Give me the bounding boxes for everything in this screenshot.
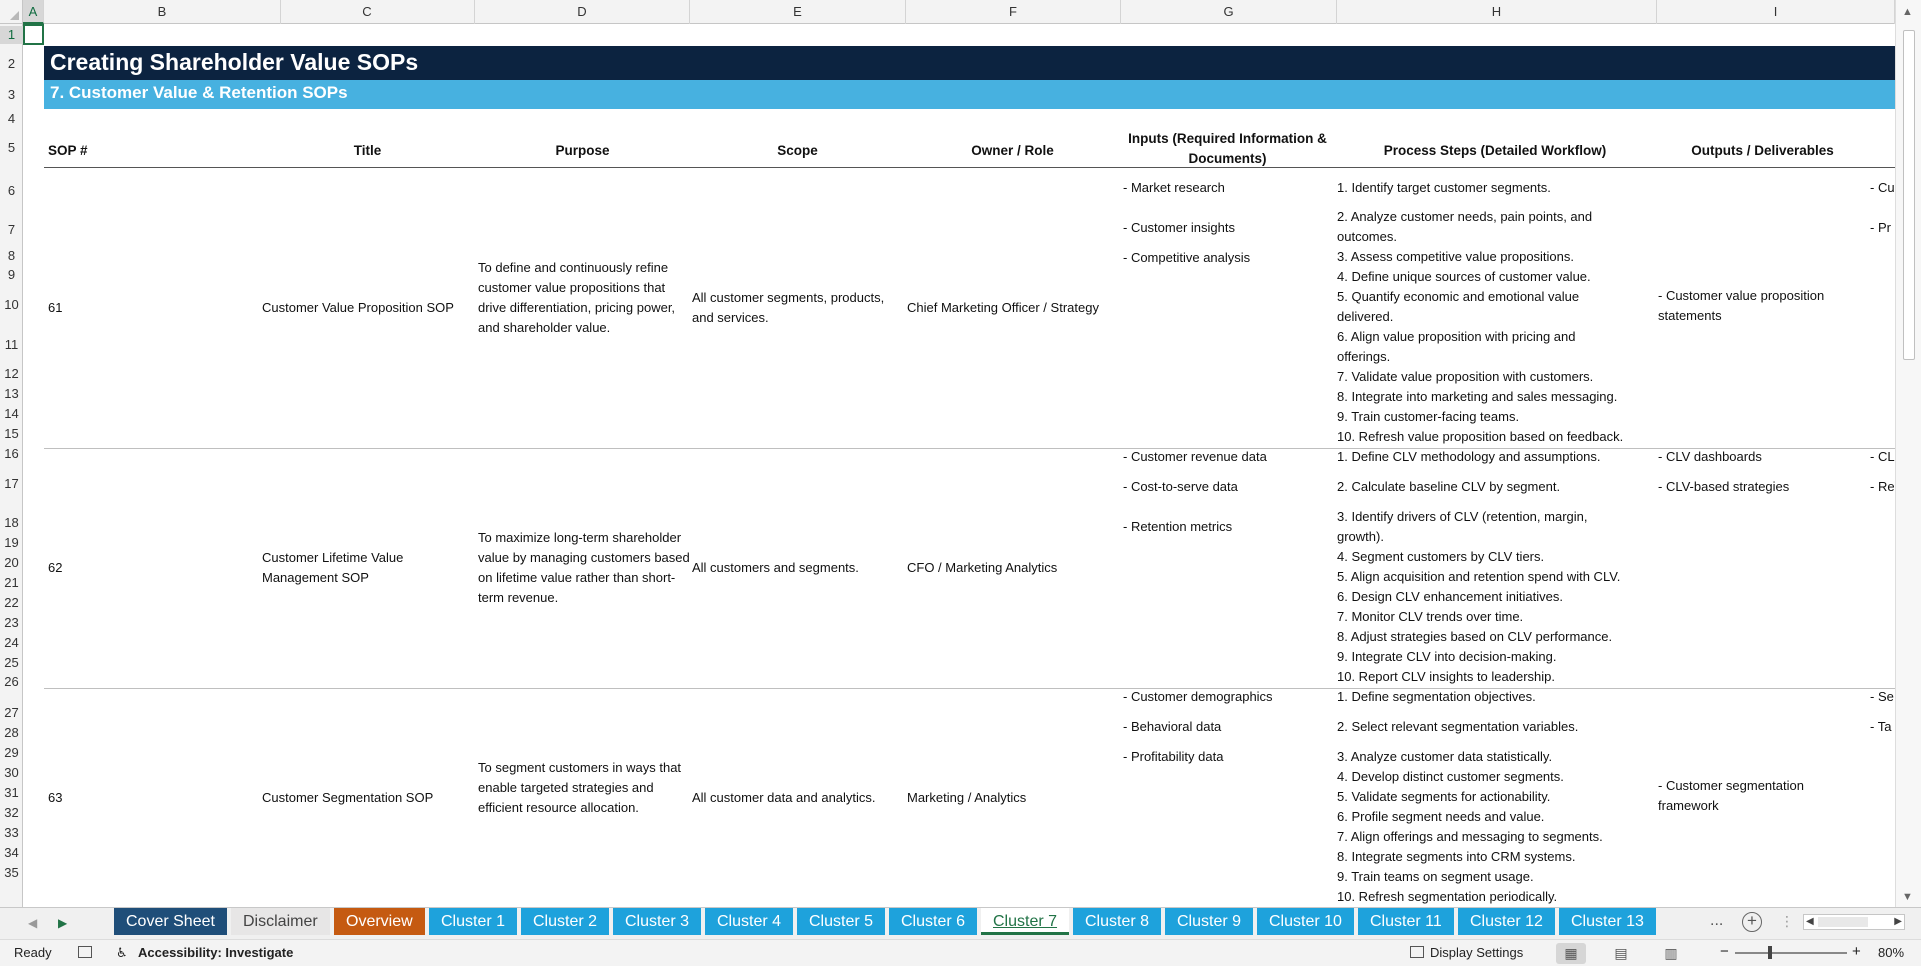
row-header-5[interactable]: 5 — [7, 140, 16, 155]
tab-cluster-11[interactable]: Cluster 11 — [1358, 908, 1454, 935]
vertical-scrollbar[interactable] — [1895, 0, 1921, 907]
sop-input: - Profitability data — [1123, 749, 1224, 764]
sop-output: - Customer segmentation — [1658, 778, 1804, 793]
sop-step: 1. Define CLV methodology and assumptions. — [1337, 449, 1601, 464]
tab-cluster-3[interactable]: Cluster 3 — [613, 908, 701, 935]
sop-step: 2. Select relevant segmentation variables. — [1337, 719, 1579, 734]
sop-owner: Marketing / Analytics — [907, 790, 1027, 805]
row-header-35[interactable]: 35 — [4, 865, 19, 880]
scroll-up-icon[interactable]: ▲ — [1902, 6, 1913, 18]
sop-step: 10. Report CLV insights to leadership. — [1337, 669, 1555, 684]
sop-purpose: To maximize long-term shareholder value by managing customers based on lifetime value rather than short-term revenue. — [478, 530, 690, 605]
tab-cluster-9[interactable]: Cluster 9 — [1165, 908, 1253, 935]
tab-disclaimer[interactable]: Disclaimer — [231, 908, 330, 935]
sop-step: 8. Integrate into marketing and sales messaging. — [1337, 389, 1618, 404]
column-header-g[interactable]: G — [1121, 0, 1337, 24]
column-header-b[interactable]: B — [44, 0, 281, 24]
row-header-20[interactable]: 20 — [4, 555, 19, 570]
sop-step: 5. Validate segments for actionability. — [1337, 789, 1551, 804]
row-header-28[interactable]: 28 — [4, 725, 19, 740]
row-header-7[interactable]: 7 — [7, 222, 16, 237]
macro-icon[interactable] — [78, 945, 92, 960]
sop-step: 2. Analyze customer needs, pain points, and — [1337, 209, 1593, 224]
row-header-8[interactable]: 8 — [7, 248, 16, 263]
tab-cluster-8[interactable]: Cluster 8 — [1073, 908, 1161, 935]
sop-purpose: To define and continuously refine customer value propositions that drive differentiation, pricing power, and shareholder value. — [478, 260, 676, 335]
display-settings-button[interactable]: Display Settings — [1430, 945, 1524, 960]
zoom-slider[interactable] — [1735, 952, 1847, 954]
row-header-15[interactable]: 15 — [4, 426, 19, 441]
row-header-13[interactable]: 13 — [4, 386, 19, 401]
sop-input: - Cost-to-serve data — [1123, 479, 1238, 494]
row-header-11[interactable]: 11 — [4, 337, 19, 352]
sop-step: 4. Segment customers by CLV tiers. — [1337, 549, 1545, 564]
sop-next-column-fragment: - Re — [1870, 479, 1895, 494]
column-header-e[interactable]: E — [690, 0, 906, 24]
sop-step: 7. Monitor CLV trends over time. — [1337, 609, 1524, 624]
section-title: 7. Customer Value & Retention SOPs — [50, 83, 348, 102]
column-header-c[interactable]: C — [260, 0, 475, 24]
sop-step: 9. Integrate CLV into decision-making. — [1337, 649, 1557, 664]
sop-output: - CLV dashboards — [1658, 449, 1762, 464]
sop-step: growth). — [1337, 529, 1384, 544]
row-divider-2 — [44, 688, 1895, 689]
sop-title: Customer Segmentation SOP — [262, 790, 434, 805]
sop-input: - Customer demographics — [1123, 689, 1273, 704]
header-purpose: Purpose — [555, 143, 610, 158]
sop-step: 3. Assess competitive value propositions. — [1337, 249, 1575, 264]
sop-step: offerings. — [1337, 349, 1391, 364]
tab-cluster-4[interactable]: Cluster 4 — [705, 908, 793, 935]
accessibility-icon[interactable]: ♿ — [116, 945, 128, 960]
sop-step: 3. Analyze customer data statistically. — [1337, 749, 1553, 764]
scroll-right-icon[interactable]: ▶ — [1894, 916, 1902, 927]
column-header-bar[interactable] — [23, 0, 1895, 24]
row-header-18[interactable]: 18 — [4, 515, 19, 530]
sop-step: 2. Calculate baseline CLV by segment. — [1337, 479, 1561, 494]
tab-cluster-13[interactable]: Cluster 13 — [1559, 908, 1656, 935]
sop-output: - CLV-based strategies — [1658, 479, 1790, 494]
sop-output: - Customer value proposition — [1658, 288, 1825, 303]
row-header-4[interactable]: 4 — [7, 111, 16, 126]
normal-view-icon[interactable]: ▦ — [1556, 943, 1586, 964]
sop-scope: All customer data and analytics. — [692, 790, 876, 805]
title-banner — [44, 46, 1895, 80]
sop-step: outcomes. — [1337, 229, 1397, 244]
sop-next-column-fragment: - CL — [1870, 449, 1895, 464]
sop-step: 6. Profile segment needs and value. — [1337, 809, 1545, 824]
tab-cluster-12[interactable]: Cluster 12 — [1458, 908, 1555, 935]
row-header-2[interactable]: 2 — [7, 56, 16, 71]
page-layout-icon[interactable]: ▤ — [1614, 945, 1628, 961]
display-settings-icon[interactable] — [1410, 945, 1424, 960]
sop-output: framework — [1658, 798, 1719, 813]
column-header-a[interactable]: A — [23, 0, 44, 24]
sop-output: statements — [1658, 308, 1722, 323]
sop-step: 3. Identify drivers of CLV (retention, margin, — [1337, 509, 1588, 524]
tab-overview[interactable]: Overview — [334, 908, 425, 935]
tab-cluster-2[interactable]: Cluster 2 — [521, 908, 609, 935]
sop-next-column-fragment: - Cu — [1870, 180, 1895, 195]
sop-title: Customer Lifetime Value — [262, 550, 404, 565]
sop-next-column-fragment: - Se — [1870, 689, 1894, 704]
zoom-level[interactable]: 80% — [1878, 945, 1905, 960]
sop-input: - Customer revenue data — [1123, 449, 1267, 464]
sop-title: Customer Value Proposition SOP — [262, 300, 454, 315]
sop-number: 62 — [48, 560, 63, 575]
tab-cluster-1[interactable]: Cluster 1 — [429, 908, 517, 935]
header-underline — [44, 167, 1895, 168]
sop-step: 10. Refresh value proposition based on feedback. — [1337, 429, 1624, 444]
zoom-out-button[interactable]: − — [1720, 943, 1729, 960]
sop-step: 6. Align value proposition with pricing and — [1337, 329, 1576, 344]
sop-step: 8. Integrate segments into CRM systems. — [1337, 849, 1576, 864]
tab-cluster-10[interactable]: Cluster 10 — [1257, 908, 1354, 935]
row-header-30[interactable]: 30 — [4, 765, 19, 780]
subtitle-banner — [44, 80, 1895, 109]
page-title: Creating Shareholder Value SOPs — [50, 49, 419, 75]
row-header-1[interactable]: 1 — [0, 26, 23, 44]
sheet-nav-prev-icon[interactable]: ◀ — [28, 916, 38, 930]
active-cell-a1[interactable] — [23, 24, 44, 45]
zoom-in-button[interactable]: + — [1852, 943, 1861, 960]
sop-step: 1. Identify target customer segments. — [1337, 180, 1551, 195]
row-header-33[interactable]: 33 — [4, 825, 19, 840]
header-sop-number: SOP # — [48, 143, 88, 158]
row-header-6[interactable]: 6 — [7, 183, 16, 198]
sop-owner: Chief Marketing Officer / Strategy — [907, 300, 1099, 315]
sop-input: - Competitive analysis — [1123, 250, 1251, 265]
sop-step: 7. Align offerings and messaging to segments. — [1337, 829, 1603, 844]
row-header-12[interactable]: 12 — [4, 366, 19, 381]
scroll-down-icon[interactable]: ▼ — [1902, 891, 1913, 903]
row-header-34[interactable]: 34 — [4, 845, 19, 860]
row-header-14[interactable]: 14 — [4, 406, 19, 421]
sop-step: 9. Train customer-facing teams. — [1337, 409, 1520, 424]
splitter-handle-icon[interactable]: ⋮ — [1780, 913, 1794, 929]
sop-step: 4. Define unique sources of customer value. — [1337, 269, 1591, 284]
row-header-17[interactable]: 17 — [4, 476, 19, 491]
sop-step: 5. Align acquisition and retention spend with CLV. — [1337, 569, 1621, 584]
sop-input: - Market research — [1123, 180, 1225, 195]
sop-purpose: To segment customers in ways that enable targeted strategies and efficient resource allocation. — [478, 760, 682, 815]
sop-step: 9. Train teams on segment usage. — [1337, 869, 1534, 884]
header-title: Title — [353, 143, 382, 158]
sheet-nav-next-icon[interactable]: ▶ — [58, 916, 68, 930]
sop-step: delivered. — [1337, 309, 1394, 324]
hscroll-thumb[interactable] — [1818, 917, 1868, 927]
sop-step: 7. Validate value proposition with customers. — [1337, 369, 1594, 384]
horizontal-scrollbar[interactable] — [1803, 914, 1905, 930]
row-header-27[interactable]: 27 — [4, 705, 19, 720]
sop-owner: CFO / Marketing Analytics — [907, 560, 1058, 575]
row-header-9[interactable]: 9 — [7, 267, 16, 282]
more-tabs-button[interactable]: ... — [1710, 912, 1724, 929]
sop-input: - Behavioral data — [1123, 719, 1222, 734]
sop-next-column-fragment: - Pr — [1870, 220, 1891, 235]
row-header-24[interactable]: 24 — [4, 635, 19, 650]
sop-input: - Customer insights — [1123, 220, 1235, 235]
row-header-25[interactable]: 25 — [4, 655, 19, 670]
sop-step: 4. Develop distinct customer segments. — [1337, 769, 1564, 784]
accessibility-status[interactable]: Accessibility: Investigate — [138, 945, 294, 960]
sheet-tab-bar — [0, 907, 1921, 939]
sop-step: 8. Adjust strategies based on CLV performance. — [1337, 629, 1613, 644]
sop-step: 1. Define segmentation objectives. — [1337, 689, 1536, 704]
header-owner: Owner / Role — [971, 143, 1054, 158]
header-outputs: Outputs / Deliverables — [1691, 143, 1834, 158]
row-header-bar[interactable] — [0, 24, 23, 907]
sop-number: 61 — [48, 300, 63, 315]
sop-step: 5. Quantify economic and emotional value — [1337, 289, 1580, 304]
row-header-23[interactable]: 23 — [4, 615, 19, 630]
sop-number: 63 — [48, 790, 63, 805]
header-inputs: Inputs (Required Information & Documents) — [1128, 131, 1327, 166]
column-header-d[interactable]: D — [475, 0, 690, 24]
header-steps: Process Steps (Detailed Workflow) — [1383, 143, 1607, 158]
sop-scope: All customer segments, products, and services. — [692, 290, 885, 325]
row-header-26[interactable]: 26 — [4, 674, 19, 689]
row-header-10[interactable]: 10 — [4, 297, 19, 312]
row-header-21[interactable]: 21 — [4, 575, 19, 590]
row-divider-1 — [44, 448, 1895, 449]
sop-title: Management SOP — [262, 570, 369, 585]
row-header-29[interactable]: 29 — [4, 745, 19, 760]
sop-input: - Retention metrics — [1123, 519, 1233, 534]
tab-cluster-6[interactable]: Cluster 6 — [889, 908, 977, 935]
scroll-thumb[interactable] — [1903, 30, 1915, 360]
tab-cluster-7[interactable]: Cluster 7 — [981, 908, 1069, 935]
row-header-31[interactable]: 31 — [4, 785, 19, 800]
column-header-h[interactable]: H — [1337, 0, 1657, 24]
tab-cover-sheet[interactable]: Cover Sheet — [114, 908, 227, 935]
sop-step: 10. Refresh segmentation periodically. — [1337, 889, 1558, 904]
row-header-32[interactable]: 32 — [4, 805, 19, 820]
row-header-16[interactable]: 16 — [4, 446, 19, 461]
sop-step: 6. Design CLV enhancement initiatives. — [1337, 589, 1563, 604]
row-header-3[interactable]: 3 — [7, 87, 16, 102]
sop-scope: All customers and segments. — [692, 560, 859, 575]
column-header-f[interactable]: F — [906, 0, 1121, 24]
status-bar — [0, 939, 1921, 966]
add-sheet-icon[interactable]: + — [1742, 912, 1762, 932]
scroll-left-icon[interactable]: ◀ — [1806, 916, 1814, 927]
zoom-slider-knob[interactable] — [1768, 946, 1772, 959]
row-header-19[interactable]: 19 — [4, 535, 19, 550]
select-all-corner[interactable] — [0, 0, 23, 24]
row-header-22[interactable]: 22 — [4, 595, 19, 610]
status-ready: Ready — [14, 945, 52, 960]
tab-cluster-5[interactable]: Cluster 5 — [797, 908, 885, 935]
header-scope: Scope — [777, 143, 818, 158]
column-header-i[interactable]: I — [1657, 0, 1895, 24]
page-break-icon[interactable]: ▥ — [1664, 945, 1678, 961]
sop-next-column-fragment: - Ta — [1870, 719, 1892, 734]
